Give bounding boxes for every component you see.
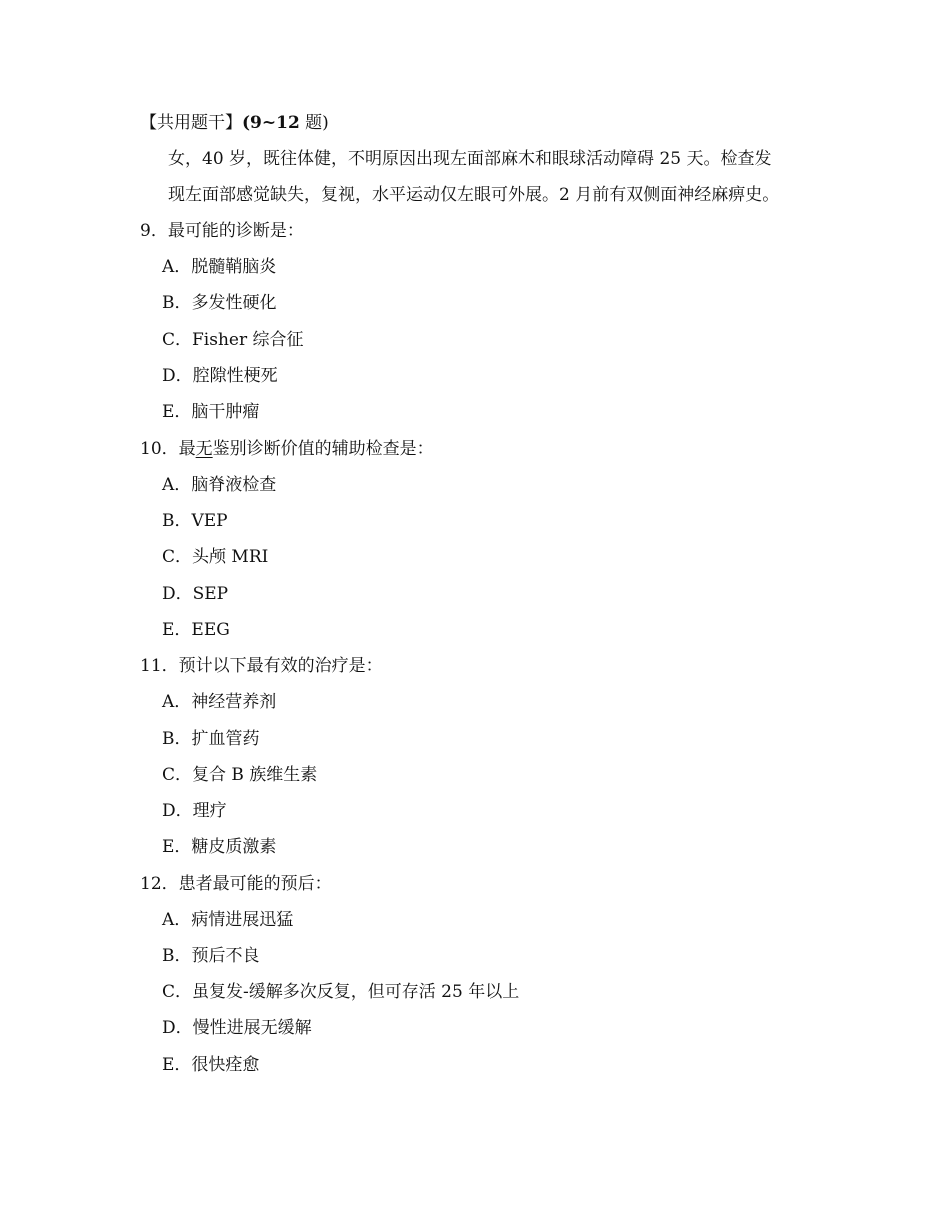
question-10-emphasis: 无 (195, 439, 213, 459)
header-suffix: 题) (299, 113, 329, 133)
question-10-option-c: C．头颅 MRI (162, 547, 269, 567)
question-11-option-d: D．理疗 (162, 801, 227, 821)
case-stem-line-1: 女，40 岁，既往体健，不明原因出现左面部麻木和眼球活动障碍 25 天。检查发 (168, 149, 772, 169)
question-12-option-c: C．虽复发-缓解多次反复，但可存活 25 年以上 (162, 982, 520, 1002)
question-9-option-a: A．脱髓鞘脑炎 (162, 257, 277, 277)
question-11-option-c: C．复合 B 族维生素 (162, 765, 318, 785)
question-10-option-a: A．脑脊液检查 (162, 475, 277, 495)
question-11-option-e: E．糖皮质激素 (162, 837, 277, 857)
question-12: 12．患者最可能的预后： (140, 874, 332, 894)
question-10-stem-end: 鉴别诊断价值的辅助检查是： (212, 439, 434, 459)
question-9-option-e: E．脑干肿瘤 (162, 402, 260, 422)
header-range: (9~12 (242, 113, 300, 133)
question-9-option-b: B．多发性硬化 (162, 293, 277, 313)
question-11-option-b: B．扩血管药 (162, 729, 260, 749)
question-11-option-a: A．神经营养剂 (162, 692, 277, 712)
question-9-option-c: C．Fisher 综合征 (162, 330, 304, 350)
question-9: 9．最可能的诊断是： (140, 221, 304, 241)
question-10-stem-start: 10．最 (140, 439, 196, 459)
question-10-option-e: E．EEG (162, 620, 230, 640)
question-12-option-e: E．很快痊愈 (162, 1055, 260, 1075)
question-11: 11．预计以下最有效的治疗是： (140, 656, 383, 676)
header-prefix: 【共用题干】 (140, 113, 242, 133)
question-10 (140, 438, 434, 460)
question-10-option-d: D．SEP (162, 584, 229, 604)
question-10-option-b: B．VEP (162, 511, 228, 531)
question-12-option-b: B．预后不良 (162, 946, 260, 966)
question-12-option-d: D．慢性进展无缓解 (162, 1018, 312, 1038)
case-stem-line-2: 现左面部感觉缺失，复视，水平运动仅左眼可外展。2 月前有双侧面神经麻痹史。 (168, 185, 780, 205)
question-12-option-a: A．病情进展迅猛 (162, 910, 294, 930)
question-9-option-d: D．腔隙性梗死 (162, 366, 278, 386)
shared-stem-header (140, 112, 329, 134)
